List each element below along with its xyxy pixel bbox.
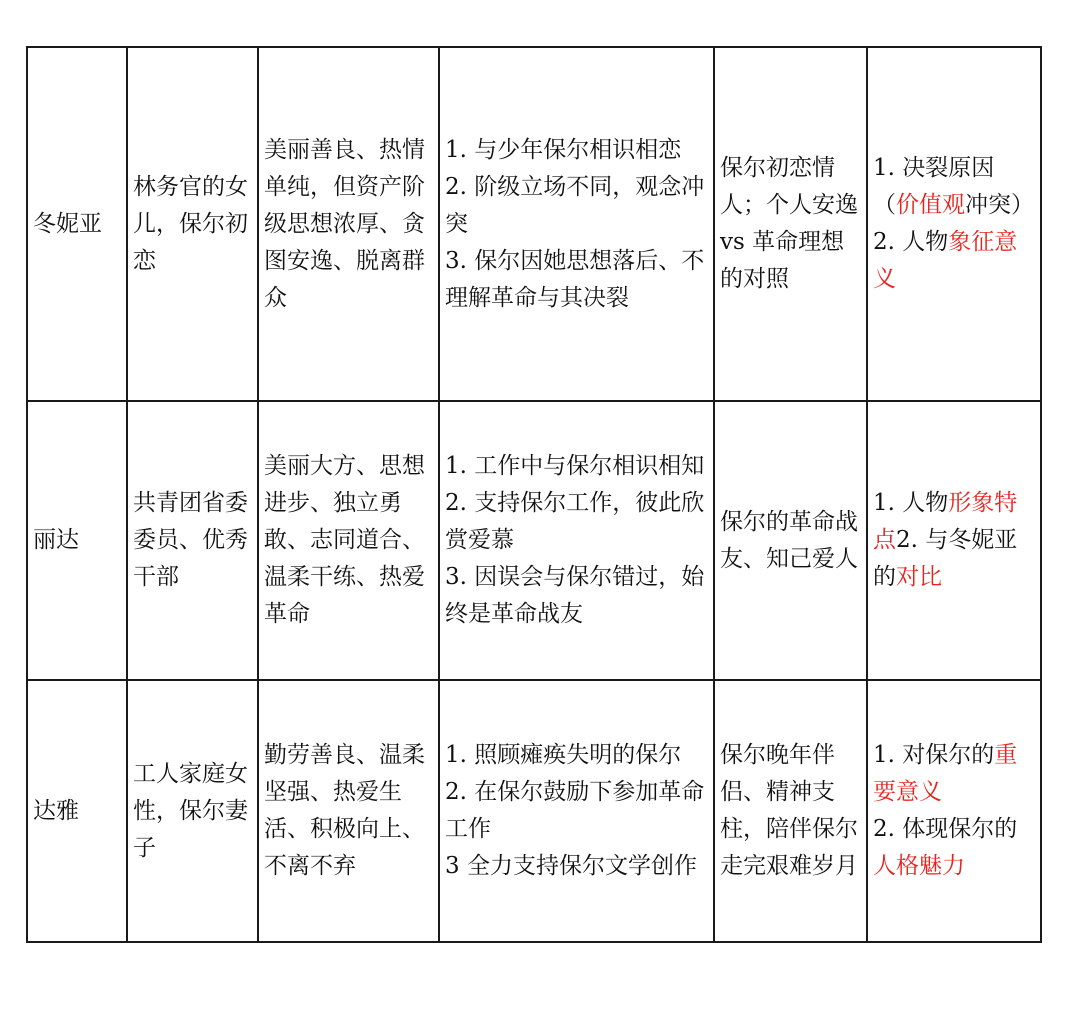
event-line: 2. 在保尔鼓励下参加革命工作: [445, 779, 705, 842]
event-line: 2. 阶级立场不同，观念冲突: [445, 173, 705, 237]
focus-text: 1. 对保尔的: [873, 742, 995, 768]
focus-line: [873, 737, 1035, 811]
event-line: 3. 保尔因她思想落后、不理解革命与其决裂: [445, 247, 705, 311]
focus-text: 1. 决裂原因: [873, 155, 995, 181]
event-line: 1. 工作中与保尔相识相知: [445, 453, 705, 479]
traits-cell: 勤劳善良、温柔坚强、热爱生活、积极向上、不离不弃: [258, 680, 439, 942]
focus-highlight: 对比: [896, 564, 942, 590]
focus-line: [873, 224, 1035, 298]
character-table: [26, 46, 1042, 943]
focus-text: 2. 与冬妮亚的: [873, 527, 1018, 590]
role-cell: 保尔的革命战友、知己爱人: [714, 401, 867, 680]
focus-highlight: 价值观: [896, 192, 965, 218]
events-cell: [439, 680, 714, 942]
focus-text: 1. 人物: [873, 490, 949, 516]
focus-highlight: 形象特点: [873, 490, 1018, 553]
event-line: 3 全力支持保尔文学创作: [445, 853, 697, 879]
focus-highlight: 人格魅力: [873, 853, 965, 879]
event-line: 2. 支持保尔工作，彼此欣赏爱慕: [445, 490, 705, 553]
focus-cell: [867, 401, 1041, 680]
focus-line: [873, 150, 1035, 187]
focus-line: [873, 187, 1035, 224]
focus-highlight: 重要意义: [873, 742, 1018, 805]
role-cell: 保尔晚年伴侣、精神支柱，陪伴保尔走完艰难岁月: [714, 680, 867, 942]
name-cell: 冬妮亚: [27, 47, 127, 401]
focus-highlight: 象征意义: [873, 229, 1018, 292]
event-line: 1. 照顾瘫痪失明的保尔: [445, 742, 682, 768]
identity-cell: 共青团省委委员、优秀干部: [127, 401, 258, 680]
role-cell: 保尔初恋情人；个人安逸 vs 革命理想的对照: [714, 47, 867, 401]
traits-cell: 美丽善良、热情单纯，但资产阶级思想浓厚、贪图安逸、脱离群众: [258, 47, 439, 401]
event-line: 1. 与少年保尔相识相恋: [445, 136, 682, 163]
focus-cell: [867, 680, 1041, 942]
focus-text: 冲突）: [965, 192, 1034, 218]
table-row: [27, 680, 1041, 942]
focus-text: 2. 人物: [873, 229, 949, 255]
name-cell: 丽达: [27, 401, 127, 680]
focus-text: 2. 体现保尔的: [873, 816, 1018, 842]
name-cell: 达雅: [27, 680, 127, 942]
identity-cell: 工人家庭女性，保尔妻子: [127, 680, 258, 942]
focus-text: （: [873, 192, 896, 218]
events-cell: [439, 401, 714, 680]
table-row: [27, 47, 1041, 401]
focus-line: [873, 811, 1035, 885]
traits-cell: 美丽大方、思想进步、独立勇敢、志同道合、温柔干练、热爱革命: [258, 401, 439, 680]
events-cell: [439, 47, 714, 401]
table-row: [27, 401, 1041, 680]
focus-cell: [867, 47, 1041, 401]
event-line: 3. 因误会与保尔错过，始终是革命战友: [445, 564, 705, 627]
identity-cell: 林务官的女儿，保尔初恋: [127, 47, 258, 401]
